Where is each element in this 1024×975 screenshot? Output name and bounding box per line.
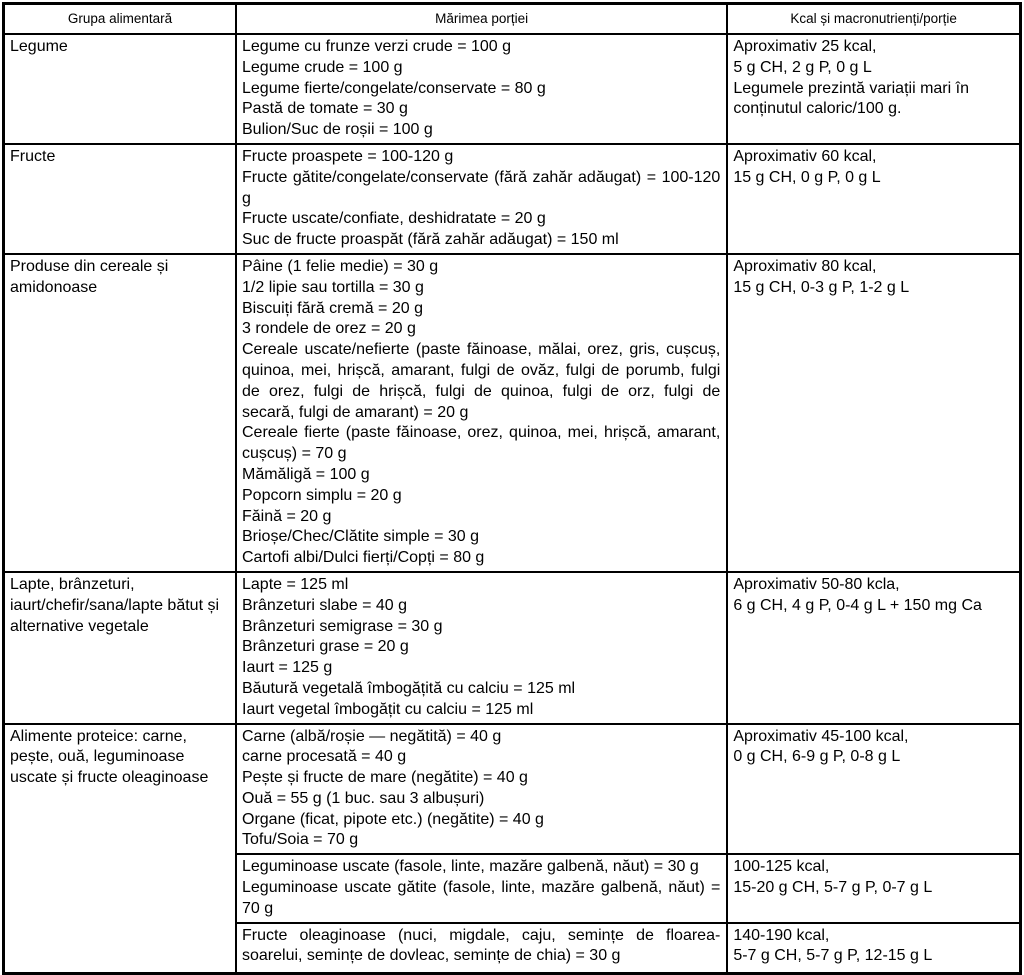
portion-item: Suc de fructe proaspăt (fără zahăr adăugat) = 150 ml — [242, 231, 619, 249]
table-row — [4, 572, 1021, 724]
portion-item: Legume crude = 100 g — [242, 58, 403, 76]
portion-item: Iaurt vegetal îmbogățit cu calciu = 125 ml — [242, 700, 534, 718]
portion-size-cell — [236, 572, 727, 724]
kcal-line: 5-7 g CH, 5-7 g P, 12-15 g L — [733, 947, 933, 965]
food-group-cell: Legume — [4, 34, 237, 144]
table-row — [4, 254, 1021, 572]
food-group-cell: Produse din cereale și amidonoase — [4, 254, 237, 572]
portion-size-cell — [236, 34, 727, 144]
food-group-cell: Fructe — [4, 144, 237, 254]
portion-item: Ouă = 55 g (1 buc. sau 3 albușuri) — [242, 789, 485, 807]
portion-item: Fructe uscate/confiate, deshidratate = 20 g — [242, 210, 546, 228]
kcal-line: Aproximativ 25 kcal, — [733, 38, 877, 55]
table-body — [4, 34, 1021, 974]
kcal-line: 0 g CH, 6-9 g P, 0-8 g L — [733, 748, 901, 766]
food-group-cell: Lapte, brânzeturi, iaurt/chefir/sana/lapte bătut și alternative vegetale — [4, 572, 237, 724]
portion-size-cell — [236, 144, 727, 254]
portion-item: Mămăligă = 100 g — [242, 465, 370, 483]
portion-item: Făină = 20 g — [242, 507, 332, 525]
table-row — [4, 34, 1021, 144]
portion-item: Carne (albă/roșie — negătită) = 40 g — [242, 727, 502, 745]
column-header-portion-size: Mărimea porției — [236, 4, 727, 35]
kcal-line: Aproximativ 50-80 kcla, — [733, 575, 900, 593]
portion-item: Leguminoase uscate gătite (fasole, linte, mazăre galbenă, năut) = 70 g — [242, 879, 721, 917]
kcal-line: Aproximativ 60 kcal, — [733, 147, 877, 165]
kcal-line: 140-190 kcal, — [733, 926, 830, 944]
portion-item: Legume cu frunze verzi crude = 100 g — [242, 38, 512, 55]
portion-item: Fructe proaspete = 100-120 g — [242, 147, 454, 165]
portion-item: Cereale uscate/nefierte (paste făinoase, mălai, orez, gris, cușcuș, quinoa, mei, hrișcă, amarant, fulgi de ovăz, fulgi de porumb, fulgi de orez, fulgi de hrișcă, fulgi de quinoa, fulgi de orz, fulgi de secară, fulgi de amarant) = 20 g — [242, 341, 721, 421]
kcal-macros-cell — [727, 254, 1020, 572]
table-row — [4, 724, 1021, 855]
kcal-macros-cell — [727, 854, 1020, 922]
portion-item: Biscuiți fără cremă = 20 g — [242, 299, 423, 317]
kcal-line: Aproximativ 45-100 kcal, — [733, 727, 909, 745]
food-group-cell: Alimente proteice: carne, pește, ouă, leguminoase uscate și fructe oleaginoase — [4, 724, 237, 974]
portion-item: Pâine (1 felie medie) = 30 g — [242, 257, 439, 275]
portion-item: Fructe oleaginoase (nuci, migdale, caju, semințe de floarea-soarelui, semințe de dovleac, semințe de chia) = 30 g — [242, 926, 721, 965]
kcal-line: Legumele prezintă variații mari în conținutul caloric/100 g. — [733, 79, 969, 118]
kcal-macros-cell — [727, 144, 1020, 254]
portion-item: Brânzeturi slabe = 40 g — [242, 596, 407, 614]
kcal-macros-cell — [727, 724, 1020, 855]
portion-item: Cereale fierte (paste făinoase, orez, quinoa, mei, hrișcă, amarant, cușcuș) = 70 g — [242, 424, 721, 463]
portion-item: Brânzeturi semigrase = 30 g — [242, 617, 443, 635]
column-header-food-group: Grupa alimentară — [4, 4, 237, 35]
portion-size-cell — [236, 923, 727, 974]
portion-item: Băutură vegetală îmbogățită cu calciu = 125 ml — [242, 679, 576, 697]
kcal-line: Aproximativ 80 kcal, — [733, 257, 877, 275]
column-header-kcal-macros: Kcal și macronutrienți/porție — [727, 4, 1020, 35]
portion-item: Brânzeturi grase = 20 g — [242, 638, 409, 656]
portion-size-cell — [236, 724, 727, 855]
kcal-line: 15 g CH, 0-3 g P, 1-2 g L — [733, 278, 910, 296]
portion-item: Tofu/Soia = 70 g — [242, 831, 359, 849]
kcal-line: 15 g CH, 0 g P, 0 g L — [733, 168, 881, 186]
table-row — [4, 144, 1021, 254]
portion-item: carne procesată = 40 g — [242, 748, 407, 766]
portion-item: Lapte = 125 ml — [242, 575, 349, 593]
kcal-line: 5 g CH, 2 g P, 0 g L — [733, 58, 872, 76]
portion-item: Leguminoase uscate (fasole, linte, mazăre galbenă, năut) = 30 g — [242, 858, 699, 876]
portion-item: Pește și fructe de mare (negătite) = 40 g — [242, 769, 528, 787]
kcal-macros-cell — [727, 572, 1020, 724]
kcal-macros-cell — [727, 923, 1020, 974]
kcal-macros-cell — [727, 34, 1020, 144]
portion-item: Popcorn simplu = 20 g — [242, 486, 402, 504]
portion-item: Iaurt = 125 g — [242, 659, 333, 677]
food-portions-table — [2, 2, 1022, 975]
portion-size-cell — [236, 854, 727, 922]
portion-item: Fructe gătite/congelate/conservate (fără zahăr adăugat) = 100-120 g — [242, 168, 721, 207]
portion-size-cell — [236, 254, 727, 572]
portion-item: Cartofi albi/Dulci fierți/Copți = 80 g — [242, 549, 485, 567]
portion-item: Brioșe/Chec/Clătite simple = 30 g — [242, 528, 479, 546]
kcal-line: 6 g CH, 4 g P, 0-4 g L + 150 mg Ca — [733, 596, 982, 614]
header-row — [4, 4, 1021, 35]
kcal-line: 100-125 kcal, — [733, 858, 830, 876]
portion-item: Legume fierte/congelate/conservate = 80 g — [242, 79, 546, 97]
portion-item: Bulion/Suc de roșii = 100 g — [242, 121, 433, 139]
portion-item: 1/2 lipie sau tortilla = 30 g — [242, 278, 424, 296]
portion-item: Pastă de tomate = 30 g — [242, 100, 408, 118]
kcal-line: 15-20 g CH, 5-7 g P, 0-7 g L — [733, 879, 933, 897]
portion-item: Organe (ficat, pipote etc.) (negătite) = 40 g — [242, 810, 544, 828]
portion-item: 3 rondele de orez = 20 g — [242, 320, 416, 338]
